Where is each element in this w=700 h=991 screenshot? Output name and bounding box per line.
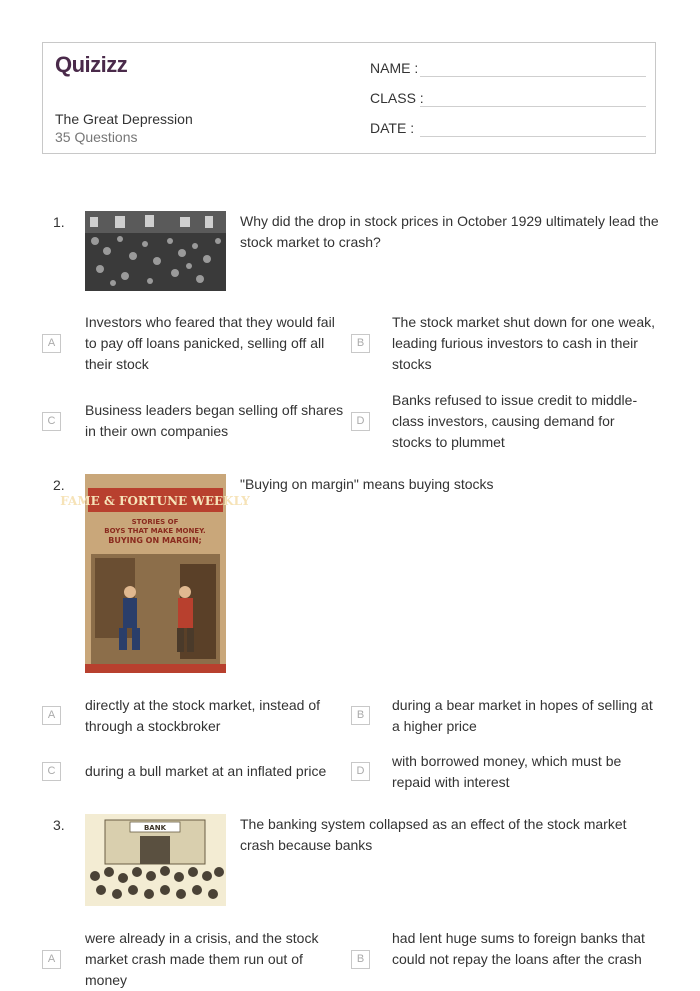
question-number: 1. bbox=[53, 214, 65, 230]
bank-sign: BANK bbox=[143, 824, 167, 832]
option-a-text[interactable]: were already in a crisis, and the stock market crash made them run out of money bbox=[85, 930, 319, 988]
name-line bbox=[420, 76, 646, 77]
class-line bbox=[420, 106, 646, 107]
option-b-text[interactable]: during a bear market in hopes of selling at a higher price bbox=[392, 697, 653, 734]
option-d-text[interactable]: Banks refused to issue credit to middle-class investors, causing demand for stocks to plummet bbox=[392, 392, 638, 450]
magazine-masthead: FAME & FORTUNE WEEKLY bbox=[60, 494, 250, 508]
date-label: DATE : bbox=[370, 120, 415, 136]
worksheet-title: The Great Depression bbox=[55, 111, 193, 127]
option-a-box[interactable]: A bbox=[42, 334, 61, 353]
question-number: 3. bbox=[53, 817, 65, 833]
magazine-line-1: STORIES OF bbox=[131, 518, 179, 526]
question-number: 2. bbox=[53, 477, 65, 493]
class-label: CLASS : bbox=[370, 90, 424, 106]
option-a-text[interactable]: directly at the stock market, instead of through a stockbroker bbox=[85, 697, 320, 734]
name-field[interactable] bbox=[370, 60, 418, 76]
date-field[interactable] bbox=[370, 120, 414, 136]
option-a-text[interactable]: Investors who feared that they would fail to pay off loans panicked, selling off all their stock bbox=[85, 314, 335, 372]
option-d-box[interactable]: D bbox=[351, 412, 370, 431]
stock-exchange-photo bbox=[85, 211, 226, 291]
date-line bbox=[420, 136, 646, 137]
magazine-cover-image bbox=[60, 474, 250, 673]
worksheet-header bbox=[42, 42, 656, 154]
option-a-box[interactable]: A bbox=[42, 706, 61, 725]
question-text: Why did the drop in stock prices in October 1929 ultimately lead the stock market to crash? bbox=[240, 213, 659, 250]
question-text: "Buying on margin" means buying stocks bbox=[240, 476, 494, 492]
magazine-line-2: BOYS THAT MAKE MONEY. bbox=[104, 527, 206, 535]
option-a-box[interactable]: A bbox=[42, 950, 61, 969]
bank-run-illustration bbox=[85, 814, 226, 906]
quizizz-logo: Quizizz bbox=[55, 52, 128, 77]
question-count: 35 Questions bbox=[55, 129, 138, 145]
name-label: NAME : bbox=[370, 60, 419, 76]
option-c-box[interactable]: C bbox=[42, 762, 61, 781]
option-b-box[interactable]: B bbox=[351, 950, 370, 969]
magazine-line-3: BUYING ON MARGIN; bbox=[108, 536, 202, 545]
option-b-box[interactable]: B bbox=[351, 334, 370, 353]
option-b-text[interactable]: had lent huge sums to foreign banks that could not repay the loans after the crash bbox=[392, 930, 645, 967]
question-text: The banking system collapsed as an effect of the stock market crash because banks bbox=[240, 816, 627, 853]
option-c-text[interactable]: Business leaders began selling off shares in their own companies bbox=[85, 402, 344, 439]
option-d-text[interactable]: with borrowed money, which must be repaid with interest bbox=[392, 753, 622, 790]
option-c-box[interactable]: C bbox=[42, 412, 61, 431]
option-d-box[interactable]: D bbox=[351, 762, 370, 781]
option-b-box[interactable]: B bbox=[351, 706, 370, 725]
option-b-text[interactable]: The stock market shut down for one weak, leading furious investors to cash in their stocks bbox=[392, 314, 656, 372]
option-c-text[interactable]: during a bull market at an inflated price bbox=[85, 763, 327, 779]
class-field[interactable] bbox=[370, 90, 424, 106]
